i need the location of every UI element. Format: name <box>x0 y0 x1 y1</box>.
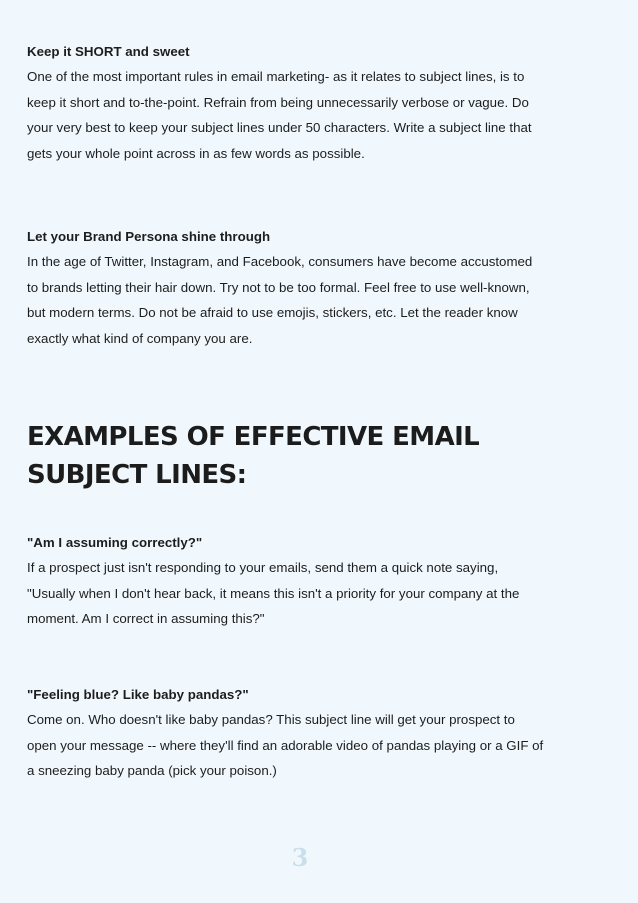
example-title: "Feeling blue? Like baby pandas?" <box>27 687 249 702</box>
paragraph-line: If a prospect just isn't responding to your emails, send them a quick note saying, <box>27 560 499 575</box>
paragraph-line: In the age of Twitter, Instagram, and Facebook, consumers have become accustomed <box>27 254 533 269</box>
paragraph-line: One of the most important rules in email marketing- as it relates to subject lines, is to <box>27 69 525 84</box>
examples-heading <box>27 418 479 494</box>
paragraph-line: but modern terms. Do not be afraid to use emojis, stickers, etc. Let the reader know <box>27 305 518 320</box>
paragraph-line: exactly what kind of company you are. <box>27 330 253 346</box>
example-title: "Am I assuming correctly?" <box>27 535 203 550</box>
paragraph-line: open your message -- where they'll find an adorable video of pandas playing or a GIF of <box>27 737 544 753</box>
paragraph-line: "Usually when I don't hear back, it means this isn't a priority for your company at the <box>27 585 520 601</box>
section-title: Keep it SHORT and sweet <box>27 44 190 59</box>
page-number: 3 <box>291 843 309 872</box>
paragraph-line: keep it short and to-the-point. Refrain from being unnecessarily verbose or vague. Do <box>27 94 529 110</box>
heading-line: SUBJECT LINES: <box>27 460 247 490</box>
example-assuming-correctly <box>27 533 519 632</box>
heading-line: EXAMPLES OF EFFECTIVE EMAIL <box>27 422 480 452</box>
paragraph-line: Come on. Who doesn't like baby pandas? This subject line will get your prospect to <box>27 712 515 727</box>
section-title: Let your Brand Persona shine through <box>27 229 271 244</box>
paragraph-line: to brands letting their hair down. Try not to be too formal. Feel free to use well-known, <box>27 279 530 295</box>
paragraph-line: a sneezing baby panda (pick your poison.) <box>27 763 277 778</box>
tip-section-brand-persona <box>27 227 532 351</box>
paragraph-line: moment. Am I correct in assuming this?" <box>27 611 265 626</box>
tip-section-short-and-sweet <box>27 42 532 166</box>
example-baby-pandas <box>27 685 543 784</box>
paragraph-line: your very best to keep your subject lines under 50 characters. Write a subject line that <box>27 120 532 135</box>
paragraph-line: gets your whole point across in as few words as possible. <box>27 145 365 161</box>
